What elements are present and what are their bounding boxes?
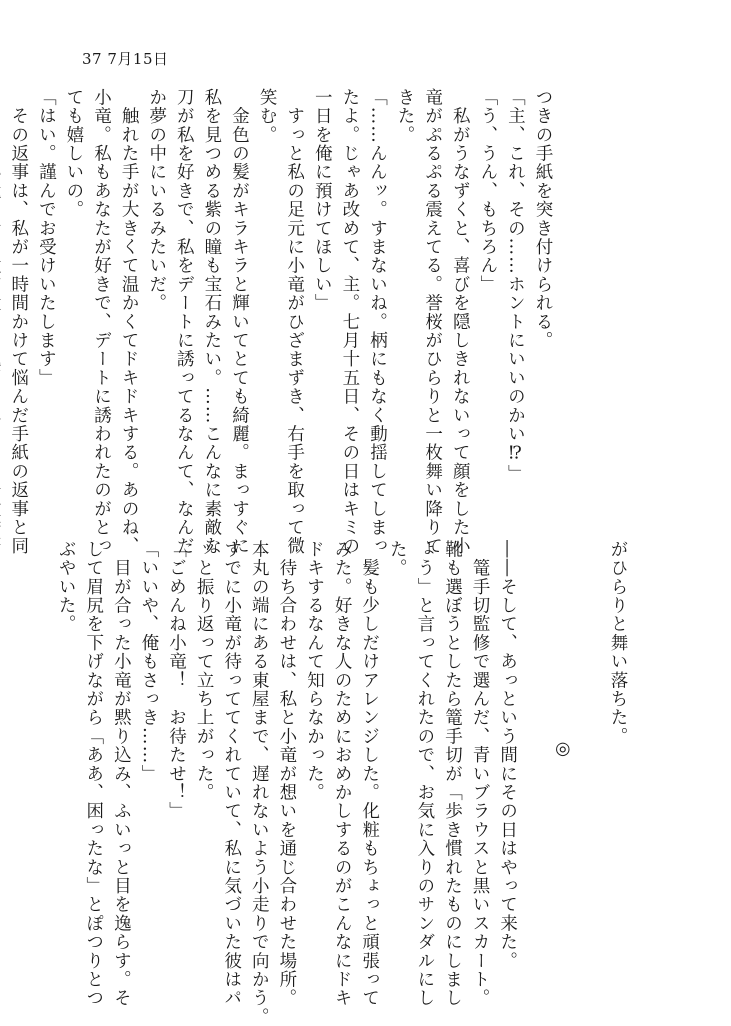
text-line: 目が合った小竜が黙り込み、ふいっと目を逸らす。そ [111,540,132,1008]
text-line: きた。 [395,88,416,145]
text-line: たよ。じゃあ改めて、主。七月十五日、その日はキミの [339,88,360,556]
text-line: た。 [387,540,408,578]
text-line [521,540,549,960]
text-line: 「ごめんね小竜！ お待たせ！」 [166,540,187,821]
text-line: 篭手切監修で選んだ、青いブラウスと黒いスカート。 [470,540,491,1008]
text-line: ても嬉しいの。 [63,88,84,219]
text-line: すでに小竜が待っててくれていて、私に気づいた彼はパ [221,540,242,1008]
text-line [576,540,604,960]
text-line: 待ち合わせは、私と小竜が想いを通じ合わせた場所。 [276,540,297,1008]
text-line: か夢の中にいるみたいだ。 [146,88,167,313]
text-line: すっと私の足元に小竜がひざまずき、右手を取って微 [284,88,305,556]
text-line: 「……んんッ。すまないね。柄にもなく動揺してしまっ [367,88,388,556]
text-line: つきの手紙を突き付けられる。 [533,88,553,350]
text-line: がひらりと舞い落ちた。 [608,540,628,746]
text-line: して眉尻を下げながら「ああ、困ったな」とぽつりとつ [83,540,104,1008]
text-line: 「はい。謹んでお受けいたします」 [36,88,57,388]
text-line: 「う、うん、もちろん」 [477,88,498,294]
text-line: 刀が私を好きで、私をデートに誘ってるなんて、なんだ [174,88,195,556]
text-line [0,88,4,518]
text-line: 私がうなずくと、喜びを隠しきれないって顔をした小 [450,88,471,556]
text-line: 触れた手が大きくて温かくてドキドキする。あのね、 [119,88,140,556]
text-line: ドキするなんて知らなかった。 [304,540,325,802]
text-line: ッと振り返って立ち上がった。 [194,540,215,802]
text-line: その返事は、私が一時間かけて悩んだ手紙の返事と同 [8,88,29,556]
text-line: 笑む。 [257,88,278,145]
text-line: ょう」と言ってくれたので、お気に入りのサンダルにし [414,540,435,1008]
text-line: 竜がぷるぷる震えてる。誉桜がひらりと一枚舞い降りて [422,88,443,556]
text-line: 金色の髪がキラキラと輝いてとても綺麗。まっすぐに [229,88,250,556]
section-break-marker: ◎ [552,739,573,761]
text-line: みた。好きな人のためにおめかしするのがこんなにドキ [332,540,353,1008]
text-line: 本丸の端にある東屋まで、遅れないよう小走りで向かう。 [249,540,270,1026]
text-line: 靴も選ぼうとしたら篭手切が「歩き慣れたものにしまし [442,540,463,1008]
text-line: 小竜。私もあなたが好きで、デートに誘われたのがとっ [91,88,112,556]
text-line: ぶやいた。 [56,540,77,634]
text-line: 髪も少しだけアレンジした。化粧もちょっと頑張って [359,540,380,1008]
text-line: ――そして、あっという間にその日はやって来た。 [497,540,518,971]
text-line: 「主、これ、その……ホントにいいのかい⁉」 [505,88,526,484]
upper-text-block [0,88,556,556]
lower-text-block [52,540,631,1026]
page-header: 37 7月15日 [82,50,169,68]
text-line: 私を見つめる紫の瞳も宝石みたい。……こんなに素敵な [201,88,222,556]
text-line: 一日を俺に預けてほしい」 [312,88,333,313]
text-line: 「いいや、俺もさっき……」 [138,540,159,784]
